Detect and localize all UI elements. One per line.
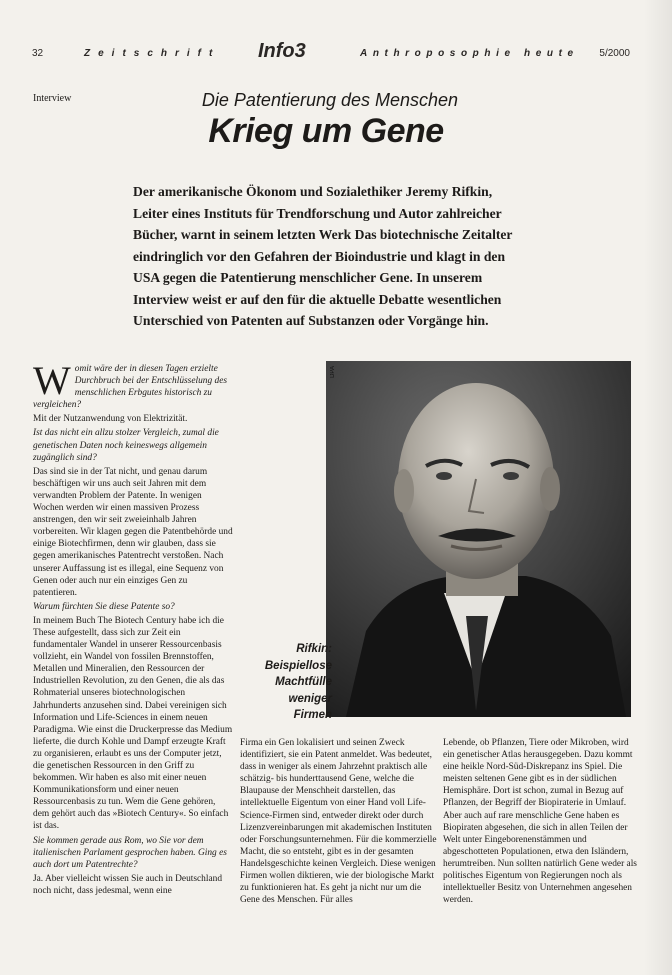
magazine-subtitle: Anthroposophie heute <box>360 48 579 59</box>
answer-2: Das sind sie in der Tat nicht, und genau darum beschäftigen wir uns auch seit Jahren mit dem verwandten Problem der Patente. In wenigen Wochen werden wir einen massiven Prozess anstrengen, den wir seit zweieinhalb Jahren vorbereiten. Wir klagen gegen die Patentbehörde und einige Biotechfirmen, denn wir glauben, dass sie gegen amerikanisches Patentrecht verstoßen. Nach unserer Auffassung ist es illegal, eine Sequenz von Genen oder auch nur ein einziges Gen zu patentieren. <box>33 466 233 598</box>
question-2: Ist das nicht ein allzu stolzer Vergleich, zumal die genetischen Daten noch keineswegs allgemein zugänglich sind? <box>33 428 219 463</box>
question-4: Sie kommen gerade aus Rom, wo Sie vor dem italienischen Parlament gesprochen haben. Ging es auch dort um Patentrechte? <box>33 835 227 870</box>
portrait-photo <box>326 361 631 717</box>
answer-1: Mit der Nutzanwendung von Elektrizität. <box>33 414 188 425</box>
zeitschrift-label: Zeitschrift <box>84 48 221 59</box>
answer-3: In meinem Buch The Biotech Century habe ich die These aufgestellt, dass sich zur Zeit ein fundamentaler Wandel in unserer Ressourcenbasis vollzieht, ein Wandel von fossilen Brennstoffen, Metallen und Mineralien, den Ressourcen der Industriellen Revolution, zu den Genen, die als das Rohmaterial unseres biotechnologischen Jahrhunderts anzusehen sind. Dabei vereinigen sich Information und Life-Sciences in einem neuen Paradigma. Wie einst die Druckerpresse das Medium lieferte, die durch Kohle und Dampf erzeugte Kraft zu organisieren, erlaubt es uns der Computer jetzt, die genetischen Ressourcen in den Griff zu bekommen. Wir haben es also mit einer neuen Kommunikationsform und einer neuen Ressourcenbasis zu tun. Wem die Gene gehören, dem gehört auch das »Biotech Century«. So einfach ist das. <box>33 615 233 832</box>
article-pretitle <box>0 90 672 111</box>
caption-line: Firmen <box>293 709 332 721</box>
question-1-text: omit wäre der in diesen Tagen erzielte Durchbruch bei der Entschlüsselung des menschlichen Erbgutes historisch zu vergleichen? <box>33 364 227 411</box>
title-text: Krieg um Gene <box>208 112 444 150</box>
pretitle-text: Die Patentierung des Menschen <box>201 90 459 110</box>
answer-4: Ja. Aber vielleicht wissen Sie auch in Deutschland noch nicht, dass jedesmal, wenn eine <box>33 873 223 896</box>
text-column-3 <box>443 737 639 908</box>
drop-cap: W <box>33 358 71 403</box>
portrait-illustration <box>326 361 631 717</box>
running-header <box>32 42 630 64</box>
question-1 <box>33 358 233 411</box>
lead-paragraph: Der amerikanische Ökonom und Sozialethiker Jeremy Rifkin, Leiter eines Instituts für Trendforschung und Autor zahlreicher Bücher, warnt in seinem letzten Werk Das biotechnische Zeitalter eindringlich vor den Gefahren der Bioindustrie und klagt in den USA gegen die Patentierung menschlicher Gene. In unserem Interview weist er auf den für die aktuelle Debatte wesentlichen Unterschied von Patenten auf Substanzen oder Vorgänge hin. <box>133 184 513 328</box>
question-3: Warum fürchten Sie diese Patente so? <box>33 601 175 612</box>
text-column-2 <box>240 737 438 908</box>
caption-line: Machtfülle <box>275 676 332 688</box>
column-2-text: Firma ein Gen lokalisiert und seinen Zweck identifiziert, sie ein Patent anmeldet. Was bedeutet, dass in weniger als einem Jahrzehnt praktisch alle schätzig- bis hunderttausend Gene, welche die Blaupause der Menschheit darstellen, das intellektuelle Eigentum von einer Hand voll Life-Science-Firmen sind, entweder direkt oder durch Lizenzvereinbarungen mit akademischen Instituten oder Forschungsunternehmen. Für die kommerzielle Macht, die so entsteht, gibt es in der gesamten Handelsgeschichte keinen Vergleich. Diese wenigen Firmen wollen diktieren, wie der biologische Markt zu funktionieren hat. Es geht ja nicht nur um die Gene des Menschen. Für alles <box>240 738 437 906</box>
info3-logo: Info3 <box>258 40 306 62</box>
page-number: 32 <box>32 48 44 59</box>
article-lead <box>133 181 523 332</box>
caption-line: Rifkin: <box>296 643 332 655</box>
issue-number: 5/2000 <box>599 48 630 59</box>
caption-line: Beispiellose <box>264 659 332 672</box>
photo-caption <box>226 641 332 724</box>
photo-credit: DPA <box>330 366 336 378</box>
text-column-1 <box>33 358 233 899</box>
section-label: Interview <box>33 93 72 104</box>
column-3-text: Lebende, ob Pflanzen, Tiere oder Mikroben, wird ein genetischer Atlas herausgegeben. Dazu kommt eine heikle Nord-Süd-Diskrepanz ins Spiel. Die meisten seltenen Gene gibt es in der südlichen Hemisphäre. Dort ist schon, zumal in Bezug auf Pflanzen, der Begriff der Biopiraterie in Umlauf. Aber auch auf rare menschliche Gene haben es Biopiraten abgesehen, die sich in allen Teilen der Welt unter Eingeborenenstämmen und abgeschotteten Populationen, etwa den Isländern, herumtreiben. Nun sollten natürlich Gene weder als politisches Eigentum von Regierungen noch als intellektueller Besitz von Unternehmen angesehen werden. <box>443 738 637 906</box>
article-title <box>0 112 672 151</box>
caption-line: weniger <box>288 692 332 705</box>
